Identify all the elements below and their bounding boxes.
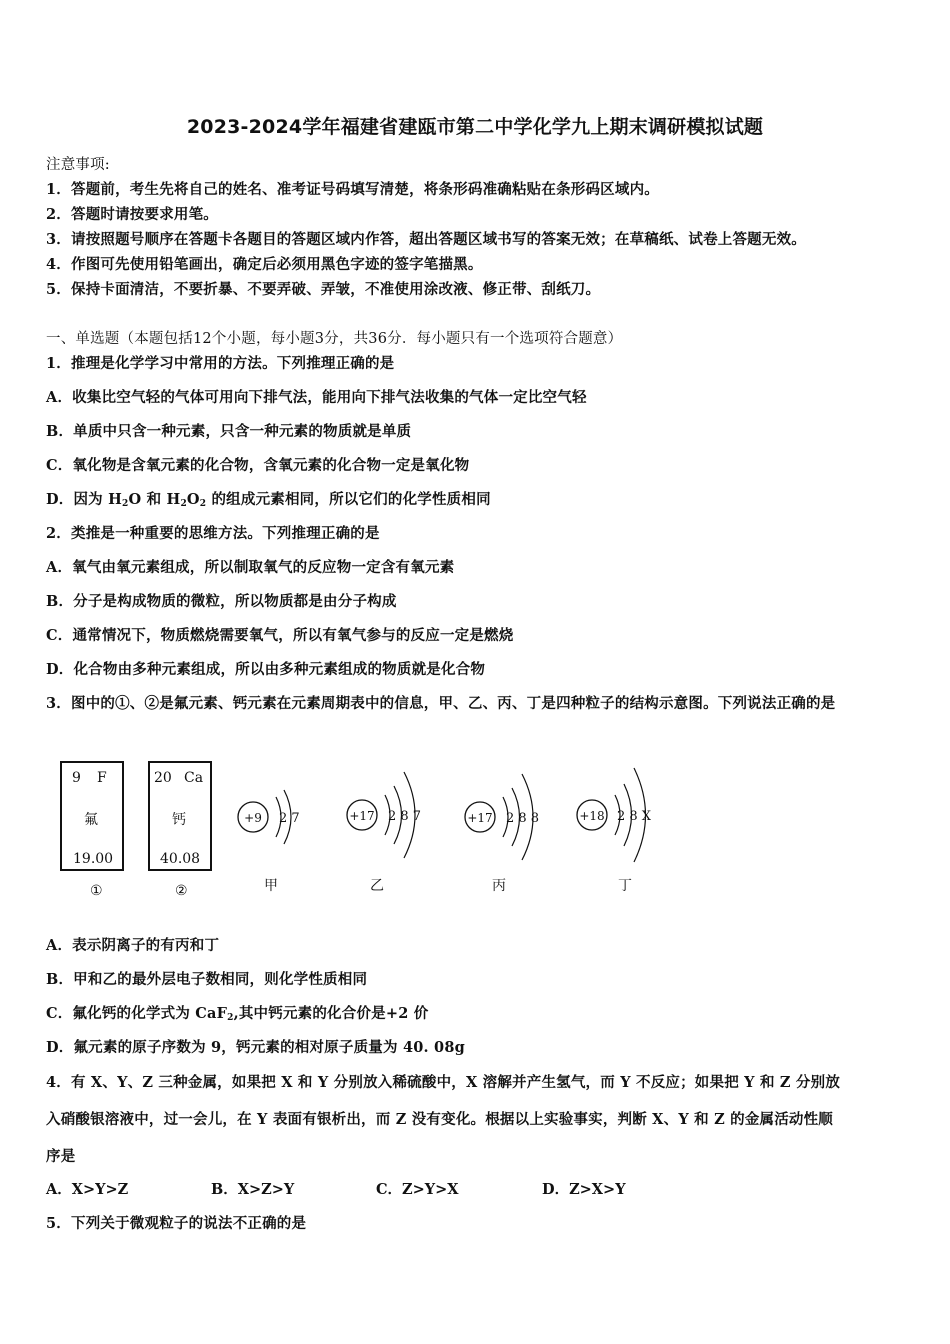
q4-option-a: A．X>Y>Z	[46, 1181, 129, 1198]
svg-text:①: ①	[90, 883, 103, 899]
svg-text:+17: +17	[467, 811, 493, 825]
svg-text:Ca: Ca	[184, 770, 204, 786]
q3-figure	[40, 750, 680, 910]
svg-text:+18: +18	[579, 809, 605, 823]
notice-item-3: 3．请按照题号顺序在答题卡各题目的答题区域内作答，超出答题区域书写的答案无效；在草稿纸、试卷上答题无效。	[46, 231, 806, 248]
q4-option-b: B．X>Z>Y	[211, 1181, 295, 1198]
q3-option-c: C．氟化钙的化学式为 CaF$_2$,其中钙元素的化合价是+2 价	[46, 1005, 429, 1023]
element-box-fluorine	[61, 762, 123, 899]
q2-stem: 2．类推是一种重要的思维方法。下列推理正确的是	[46, 525, 380, 542]
svg-text:2 8 7: 2 8 7	[388, 809, 422, 824]
notice-item-4: 4．作图可先使用铅笔画出，确定后必须用黑色字迹的签字笔描黑。	[46, 256, 483, 273]
q4-stem-line-2: 入硝酸银溶液中，过一会儿，在 Y 表面有银析出，而 Z 没有变化。根据以上实验事实，判断 X、Y 和 Z 的金属活动性顺	[46, 1111, 834, 1128]
svg-text:20: 20	[154, 770, 172, 786]
notice-heading: 注意事项:	[46, 157, 110, 173]
svg-text:9: 9	[72, 770, 81, 786]
q1-option-b: B．单质中只含一种元素，只含一种元素的物质就是单质	[46, 423, 412, 440]
q1-option-c: C．氧化物是含氧元素的化合物，含氧元素的化合物一定是氧化物	[46, 457, 470, 474]
atom-diagram-jia	[238, 790, 300, 894]
notice-item-2: 2．答题时请按要求用笔。	[46, 206, 218, 223]
svg-text:氟: 氟	[84, 812, 98, 828]
svg-text:2 8 X: 2 8 X	[617, 809, 652, 824]
q3-option-a: A．表示阴离子的有丙和丁	[46, 937, 220, 954]
section-heading: 一、单选题（本题包括12个小题，每小题3分，共36分．每小题只有一个选项符合题意）	[46, 331, 623, 347]
svg-text:F: F	[97, 770, 107, 786]
q2-option-a: A．氧气由氧元素组成，所以制取氧气的反应物一定含有氧元素	[46, 559, 455, 576]
q1-stem: 1．推理是化学学习中常用的方法。下列推理正确的是	[46, 355, 395, 372]
q3-option-b: B．甲和乙的最外层电子数相同，则化学性质相同	[46, 971, 368, 988]
q2-option-c: C．通常情况下，物质燃烧需要氧气，所以有氧气参与的反应一定是燃烧	[46, 627, 514, 644]
q5-stem: 5．下列关于微观粒子的说法不正确的是	[46, 1215, 307, 1232]
q1-option-d: D．因为 $H_2O$ 和 $H_2O_2$ 的组成元素相同，所以它们的化学性质相同	[46, 491, 491, 509]
q3-stem: 3．图中的①、②是氟元素、钙元素在元素周期表中的信息，甲、乙、丙、丁是四种粒子的结构示意图。下列说法正确的是	[46, 695, 836, 712]
svg-text:甲: 甲	[264, 878, 278, 894]
q1-option-a: A．收集比空气轻的气体可用向下排气法，能用向下排气法收集的气体一定比空气轻	[46, 389, 587, 406]
atom-diagram-yi	[347, 772, 421, 894]
q3-option-d: D．氟元素的原子序数为 9，钙元素的相对原子质量为 40. 08g	[46, 1039, 465, 1056]
q4-option-c: C．Z>Y>X	[376, 1181, 459, 1198]
q4-option-d: D．Z>X>Y	[542, 1181, 626, 1198]
q4-stem-line-3: 序是	[46, 1148, 76, 1165]
q4-options	[46, 1178, 746, 1198]
notice-item-1: 1．答题前，考生先将自己的姓名、准考证号码填写清楚，将条形码准确粘贴在条形码区域内。	[46, 181, 659, 198]
notice-item-5: 5．保持卡面清洁，不要折暴、不要弄破、弄皱，不准使用涂改液、修正带、刮纸刀。	[46, 281, 601, 298]
svg-text:19.00: 19.00	[73, 851, 114, 867]
element-box-calcium	[149, 762, 211, 899]
svg-text:+9: +9	[244, 811, 262, 825]
svg-text:②: ②	[175, 883, 188, 899]
svg-text:丙: 丙	[492, 878, 506, 894]
svg-text:2 8 8: 2 8 8	[506, 811, 540, 826]
q2-option-b: B．分子是构成物质的微粒，所以物质都是由分子构成	[46, 593, 397, 610]
q4-stem-line-1: 4．有 X、Y、Z 三种金属，如果把 X 和 Y 分别放入稀硫酸中，X 溶解并产生氢气，而 Y 不反应；如果把 Y 和 Z 分别放	[46, 1074, 841, 1091]
svg-text:2 7: 2 7	[279, 811, 300, 826]
svg-text:丁: 丁	[618, 878, 632, 894]
atom-diagram-ding	[577, 768, 652, 894]
svg-text:+17: +17	[349, 809, 375, 823]
q2-option-d: D．化合物由多种元素组成，所以由多种元素组成的物质就是化合物	[46, 661, 486, 678]
svg-text:乙: 乙	[370, 878, 384, 894]
page-title: 2023-2024学年福建省建瓯市第二中学化学九上期末调研模拟试题	[186, 116, 764, 138]
svg-text:钙: 钙	[172, 812, 186, 828]
svg-text:40.08: 40.08	[160, 851, 201, 867]
atom-diagram-bing	[465, 774, 539, 894]
